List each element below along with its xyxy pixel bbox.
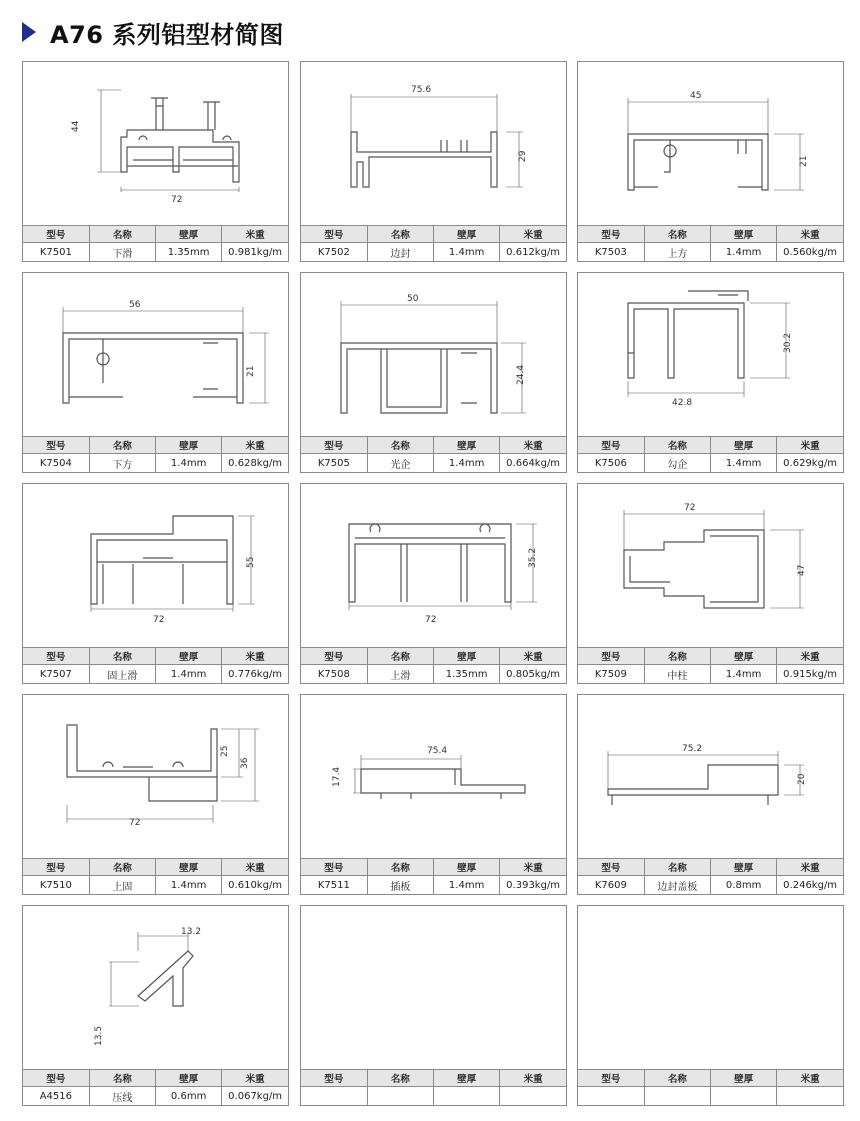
- dim-label: 44: [71, 120, 81, 132]
- col-header-thickness: 壁厚: [711, 437, 777, 454]
- spec-table: [23, 858, 288, 894]
- col-header-weight: 米重: [222, 648, 288, 665]
- col-header-name: 名称: [367, 437, 433, 454]
- dim-label: 13.5: [94, 1025, 104, 1046]
- profile-drawing: [23, 906, 288, 1066]
- dim-label: 72: [684, 503, 696, 513]
- col-header-name: 名称: [644, 437, 710, 454]
- profile-card-k7509: [577, 483, 844, 684]
- col-header-thickness: 壁厚: [711, 859, 777, 876]
- weight-cell: 0.805kg/m: [500, 665, 566, 684]
- col-header-weight: 米重: [500, 648, 566, 665]
- col-header-weight: 米重: [500, 1070, 566, 1087]
- code-cell: K7507: [23, 665, 89, 684]
- code-cell: K7501: [23, 243, 89, 262]
- name-cell: 下滑: [89, 243, 155, 262]
- dim-label: 56: [129, 300, 141, 310]
- weight-cell: 0.610kg/m: [222, 876, 288, 895]
- col-header-thickness: 壁厚: [711, 226, 777, 243]
- spec-table: [578, 436, 843, 472]
- col-header-code: 型号: [23, 1070, 89, 1087]
- spec-table: [23, 1069, 288, 1105]
- dim-label: 21: [246, 365, 256, 377]
- spec-table: [23, 436, 288, 472]
- col-header-name: 名称: [644, 1070, 710, 1087]
- profile-drawing: [301, 273, 566, 433]
- col-header-weight: 米重: [777, 437, 843, 454]
- dim-label: 36: [240, 757, 250, 769]
- col-header-thickness: 壁厚: [434, 1070, 500, 1087]
- spec-table: [301, 436, 566, 472]
- col-header-thickness: 壁厚: [434, 226, 500, 243]
- col-header-code: 型号: [301, 1070, 367, 1087]
- dim-label: 72: [425, 615, 437, 625]
- col-header-code: 型号: [578, 1070, 644, 1087]
- code-cell: K7609: [578, 876, 644, 895]
- profile-drawing: [301, 484, 566, 644]
- col-header-name: 名称: [89, 437, 155, 454]
- dim-label: 55: [246, 556, 256, 568]
- col-header-weight: 米重: [222, 437, 288, 454]
- code-cell: [578, 1087, 644, 1106]
- dim-label: 75.2: [682, 744, 703, 754]
- col-header-weight: 米重: [500, 437, 566, 454]
- dim-label: 72: [171, 195, 183, 205]
- thickness-cell: 1.4mm: [156, 454, 222, 473]
- profile-drawing: [23, 484, 288, 644]
- profile-card-k7510: [22, 694, 289, 895]
- name-cell: 上滑: [367, 665, 433, 684]
- profile-card-k7503: [577, 61, 844, 262]
- code-cell: A4516: [23, 1087, 89, 1106]
- spec-table: [23, 225, 288, 261]
- col-header-weight: 米重: [222, 226, 288, 243]
- col-header-weight: 米重: [222, 1070, 288, 1087]
- thickness-cell: 1.4mm: [156, 665, 222, 684]
- thickness-cell: 1.35mm: [156, 243, 222, 262]
- profile-card-empty: [577, 905, 844, 1106]
- weight-cell: [500, 1087, 566, 1106]
- profile-drawing: [578, 695, 843, 855]
- dim-label: 29: [518, 150, 528, 162]
- thickness-cell: 1.4mm: [711, 665, 777, 684]
- name-cell: 压线: [89, 1087, 155, 1106]
- col-header-name: 名称: [367, 1070, 433, 1087]
- weight-cell: 0.981kg/m: [222, 243, 288, 262]
- profile-card-k7511: [300, 694, 567, 895]
- spec-table: [301, 1069, 566, 1105]
- dim-label: 45: [690, 91, 702, 101]
- thickness-cell: [434, 1087, 500, 1106]
- name-cell: 光企: [367, 454, 433, 473]
- name-cell: 固上滑: [89, 665, 155, 684]
- dim-label: 13.2: [181, 927, 202, 937]
- col-header-name: 名称: [367, 226, 433, 243]
- dim-label: 30.2: [783, 332, 793, 353]
- spec-table: [301, 647, 566, 683]
- spec-table: [578, 858, 843, 894]
- thickness-cell: 1.4mm: [156, 876, 222, 895]
- name-cell: 下方: [89, 454, 155, 473]
- thickness-cell: [711, 1087, 777, 1106]
- col-header-weight: 米重: [777, 226, 843, 243]
- col-header-thickness: 壁厚: [156, 859, 222, 876]
- col-header-code: 型号: [301, 437, 367, 454]
- page-title: A76 系列铝型材简图: [50, 20, 284, 49]
- col-header-thickness: 壁厚: [156, 1070, 222, 1087]
- thickness-cell: 1.4mm: [711, 454, 777, 473]
- spec-table: [301, 858, 566, 894]
- profile-card-k7508: [300, 483, 567, 684]
- dim-label: 75.6: [411, 85, 432, 95]
- dim-label: 47: [797, 564, 807, 576]
- col-header-code: 型号: [578, 859, 644, 876]
- name-cell: 上固: [89, 876, 155, 895]
- thickness-cell: 1.4mm: [434, 243, 500, 262]
- weight-cell: 0.915kg/m: [777, 665, 843, 684]
- col-header-name: 名称: [89, 648, 155, 665]
- thickness-cell: 0.6mm: [156, 1087, 222, 1106]
- col-header-name: 名称: [89, 226, 155, 243]
- spec-table: [301, 225, 566, 261]
- play-arrow-icon: [22, 22, 36, 42]
- dim-label: 50: [407, 294, 419, 304]
- col-header-name: 名称: [89, 1070, 155, 1087]
- profile-card-k7507: [22, 483, 289, 684]
- profile-card-k7506: [577, 272, 844, 473]
- profile-drawing: [578, 273, 843, 433]
- spec-table: [578, 225, 843, 261]
- profile-card-a4516: [22, 905, 289, 1106]
- weight-cell: 0.246kg/m: [777, 876, 843, 895]
- weight-cell: 0.776kg/m: [222, 665, 288, 684]
- col-header-code: 型号: [23, 648, 89, 665]
- thickness-cell: 1.4mm: [434, 876, 500, 895]
- col-header-code: 型号: [301, 859, 367, 876]
- col-header-weight: 米重: [777, 648, 843, 665]
- code-cell: K7502: [301, 243, 367, 262]
- code-cell: [301, 1087, 367, 1106]
- profile-card-empty: [300, 905, 567, 1106]
- profile-drawing: [578, 62, 843, 222]
- col-header-code: 型号: [23, 859, 89, 876]
- col-header-thickness: 壁厚: [156, 226, 222, 243]
- profile-card-k7505: [300, 272, 567, 473]
- weight-cell: 0.628kg/m: [222, 454, 288, 473]
- code-cell: K7509: [578, 665, 644, 684]
- code-cell: K7508: [301, 665, 367, 684]
- weight-cell: 0.393kg/m: [500, 876, 566, 895]
- dim-label: 75.4: [427, 746, 448, 756]
- col-header-weight: 米重: [222, 859, 288, 876]
- col-header-thickness: 壁厚: [711, 648, 777, 665]
- weight-cell: 0.560kg/m: [777, 243, 843, 262]
- dim-label: 35.2: [528, 547, 538, 568]
- name-cell: [367, 1087, 433, 1106]
- col-header-name: 名称: [89, 859, 155, 876]
- col-header-thickness: 壁厚: [156, 648, 222, 665]
- weight-cell: 0.612kg/m: [500, 243, 566, 262]
- name-cell: 中柱: [644, 665, 710, 684]
- code-cell: K7506: [578, 454, 644, 473]
- col-header-name: 名称: [367, 648, 433, 665]
- thickness-cell: 1.35mm: [434, 665, 500, 684]
- col-header-weight: 米重: [500, 226, 566, 243]
- name-cell: 边封盖板: [644, 876, 710, 895]
- dim-label: 72: [129, 818, 141, 828]
- profile-drawing: [301, 62, 566, 222]
- col-header-code: 型号: [23, 437, 89, 454]
- dim-label: 25: [220, 745, 230, 757]
- spec-table: [578, 647, 843, 683]
- col-header-name: 名称: [644, 859, 710, 876]
- col-header-code: 型号: [301, 648, 367, 665]
- name-cell: 插板: [367, 876, 433, 895]
- code-cell: K7505: [301, 454, 367, 473]
- profile-card-k7504: [22, 272, 289, 473]
- name-cell: 上方: [644, 243, 710, 262]
- col-header-thickness: 壁厚: [156, 437, 222, 454]
- code-cell: K7511: [301, 876, 367, 895]
- code-cell: K7504: [23, 454, 89, 473]
- col-header-weight: 米重: [500, 859, 566, 876]
- col-header-weight: 米重: [777, 1070, 843, 1087]
- name-cell: 勾企: [644, 454, 710, 473]
- profile-drawing: [23, 695, 288, 855]
- profile-card-k7502: [300, 61, 567, 262]
- dim-label: 17.4: [332, 766, 342, 787]
- weight-cell: 0.629kg/m: [777, 454, 843, 473]
- dim-label: 24.4: [516, 364, 526, 385]
- dim-label: 72: [153, 615, 165, 625]
- col-header-thickness: 壁厚: [434, 859, 500, 876]
- profile-drawing: [301, 695, 566, 855]
- profile-card-k7609: [577, 694, 844, 895]
- dim-label: 21: [799, 155, 809, 167]
- col-header-code: 型号: [578, 437, 644, 454]
- weight-cell: 0.067kg/m: [222, 1087, 288, 1106]
- thickness-cell: 0.8mm: [711, 876, 777, 895]
- col-header-thickness: 壁厚: [434, 437, 500, 454]
- col-header-code: 型号: [578, 226, 644, 243]
- name-cell: 边封: [367, 243, 433, 262]
- code-cell: K7510: [23, 876, 89, 895]
- spec-table: [23, 647, 288, 683]
- col-header-weight: 米重: [777, 859, 843, 876]
- profile-drawing: [23, 62, 288, 222]
- col-header-thickness: 壁厚: [711, 1070, 777, 1087]
- col-header-name: 名称: [367, 859, 433, 876]
- weight-cell: 0.664kg/m: [500, 454, 566, 473]
- col-header-code: 型号: [23, 226, 89, 243]
- col-header-name: 名称: [644, 648, 710, 665]
- col-header-code: 型号: [578, 648, 644, 665]
- thickness-cell: 1.4mm: [434, 454, 500, 473]
- dim-label: 20: [797, 773, 807, 785]
- code-cell: K7503: [578, 243, 644, 262]
- profile-drawing: [578, 484, 843, 644]
- col-header-code: 型号: [301, 226, 367, 243]
- name-cell: [644, 1087, 710, 1106]
- spec-table: [578, 1069, 843, 1105]
- thickness-cell: 1.4mm: [711, 243, 777, 262]
- col-header-thickness: 壁厚: [434, 648, 500, 665]
- page-header: [22, 14, 284, 50]
- col-header-name: 名称: [644, 226, 710, 243]
- dim-label: 42.8: [672, 398, 693, 408]
- profile-card-k7501: [22, 61, 289, 262]
- weight-cell: [777, 1087, 843, 1106]
- profile-drawing: [23, 273, 288, 433]
